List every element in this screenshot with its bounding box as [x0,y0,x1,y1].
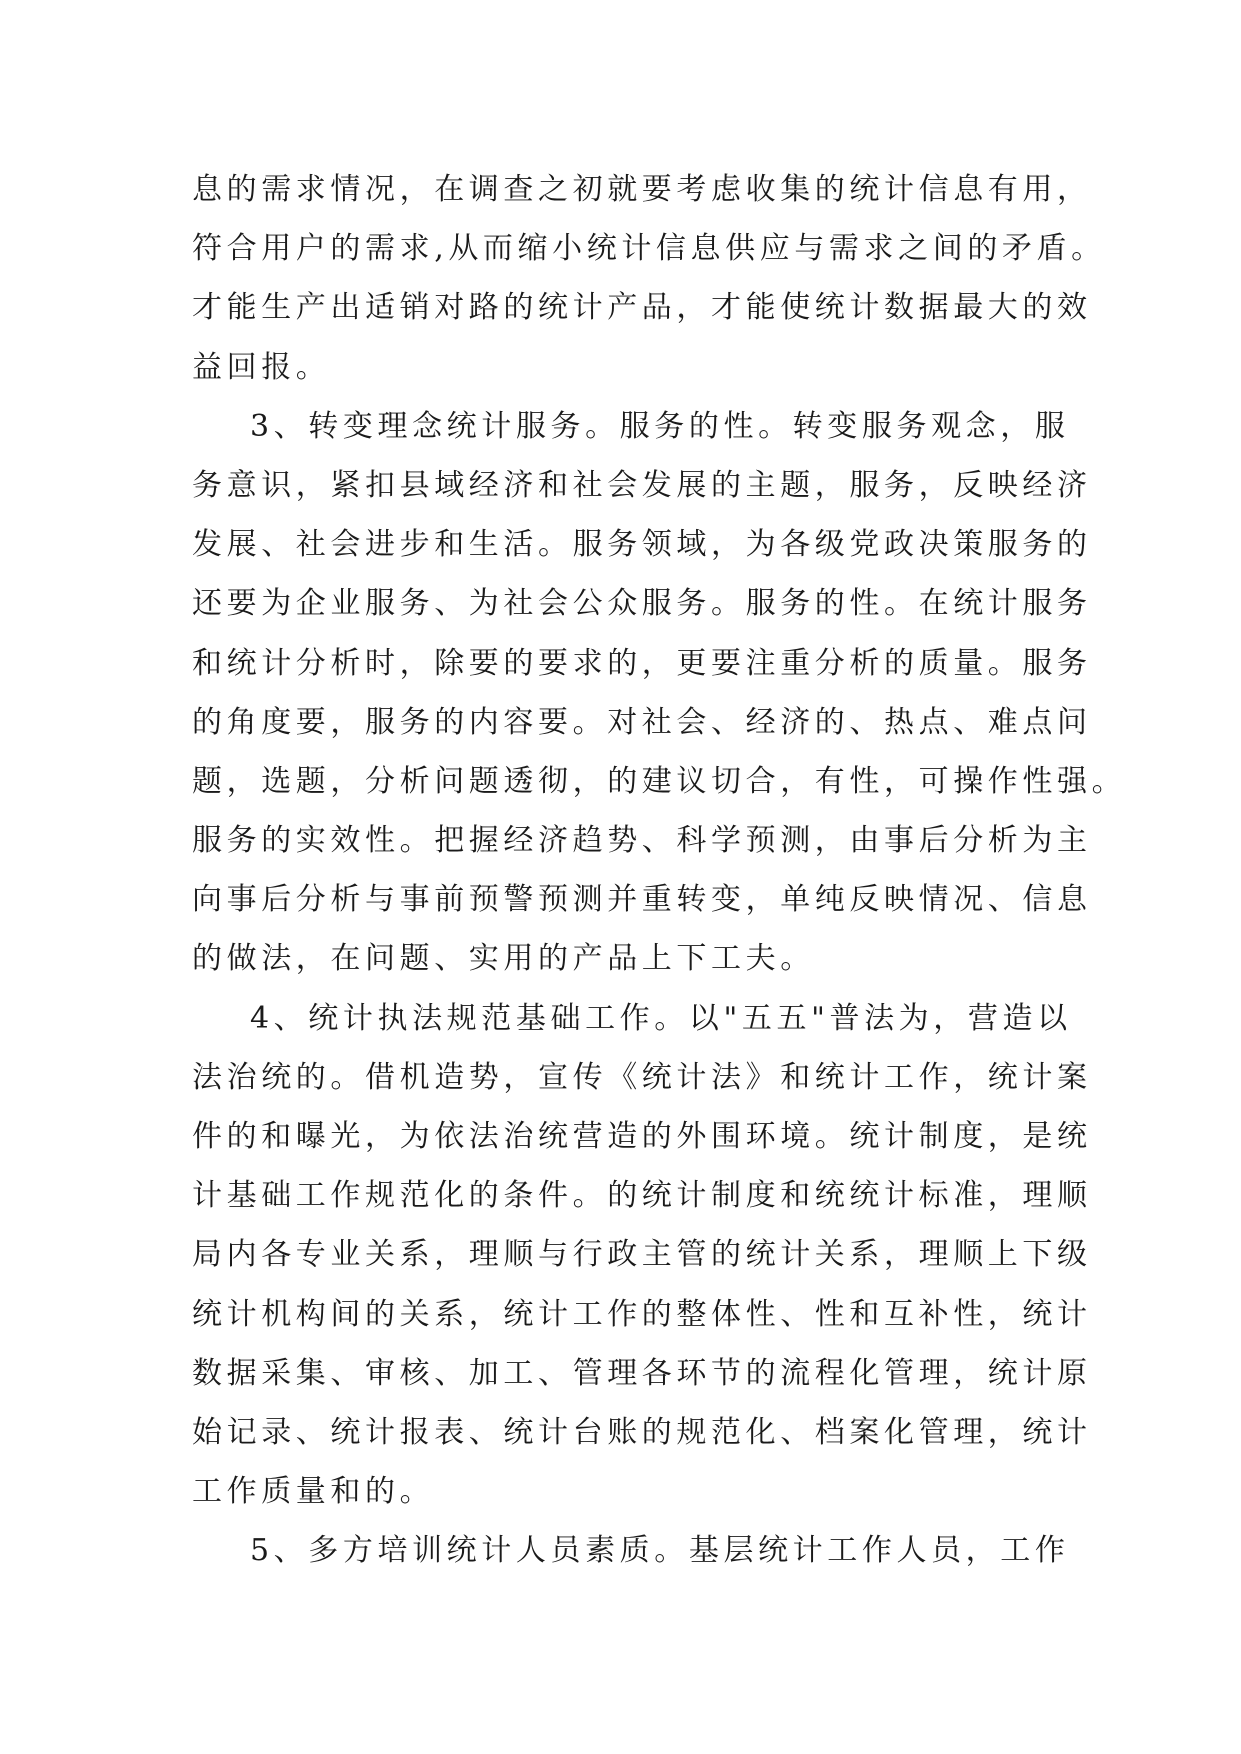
text-line: 法治统的。借机造势，宣传《统计法》和统计工作，统计案 [192,1059,1092,1095]
text-line: 的做法，在问题、实用的产品上下工夫。 [192,941,815,977]
text-line: 息的需求情况，在调查之初就要考虑收集的统计信息有用， [192,172,1092,207]
text-line: 局内各专业关系，理顺与行政主管的统计关系，理顺上下级 [192,1237,1092,1273]
text-line: 发展、社会进步和生活。服务领域，为各级党政决策服务的 [192,527,1092,563]
text-line: 统计机构间的关系，统计工作的整体性、性和互补性，统计 [192,1296,1092,1332]
text-line: 服务的实效性。把握经济趋势、科学预测，由事后分析为主 [192,823,1092,859]
text-line: 3、转变理念统计服务。服务的性。转变服务观念，服 [250,408,1070,444]
text-line: 4、统计执法规范基础工作。以"五五"普法为，营造以 [250,1000,1072,1036]
text-line: 向事后分析与事前预警预测并重转变，单纯反映情况、信息 [192,882,1092,918]
text-line: 符合用户的需求,从而缩小统计信息供应与需求之间的矛盾。 [192,231,1106,267]
text-line: 和统计分析时，除要的要求的，更要注重分析的质量。服务 [192,645,1092,681]
text-line: 工作质量和的。 [192,1474,435,1510]
text-line: 益回报。 [192,349,331,385]
text-line: 才能生产出适销对路的统计产品，才能使统计数据最大的效 [192,290,1092,326]
text-line: 的角度要，服务的内容要。对社会、经济的、热点、难点问 [192,704,1092,740]
text-line: 计基础工作规范化的条件。的统计制度和统统计标准，理顺 [192,1178,1092,1214]
text-line: 题，选题，分析问题透彻，的建议切合，有性，可操作性强。 [192,763,1127,799]
text-line: 始记录、统计报表、统计台账的规范化、档案化管理，统计 [192,1414,1092,1450]
text-line: 件的和曝光，为依法治统营造的外围环境。统计制度，是统 [192,1119,1092,1154]
text-line: 还要为企业服务、为社会公众服务。服务的性。在统计服务 [192,586,1092,622]
document-body [192,160,1202,1581]
text-line: 务意识，紧扣县域经济和社会发展的主题，服务，反映经济 [192,467,1092,503]
text-line: 5、多方培训统计人员素质。基层统计工作人员，工作 [250,1533,1070,1569]
text-line: 数据采集、审核、加工、管理各环节的流程化管理，统计原 [192,1355,1092,1391]
